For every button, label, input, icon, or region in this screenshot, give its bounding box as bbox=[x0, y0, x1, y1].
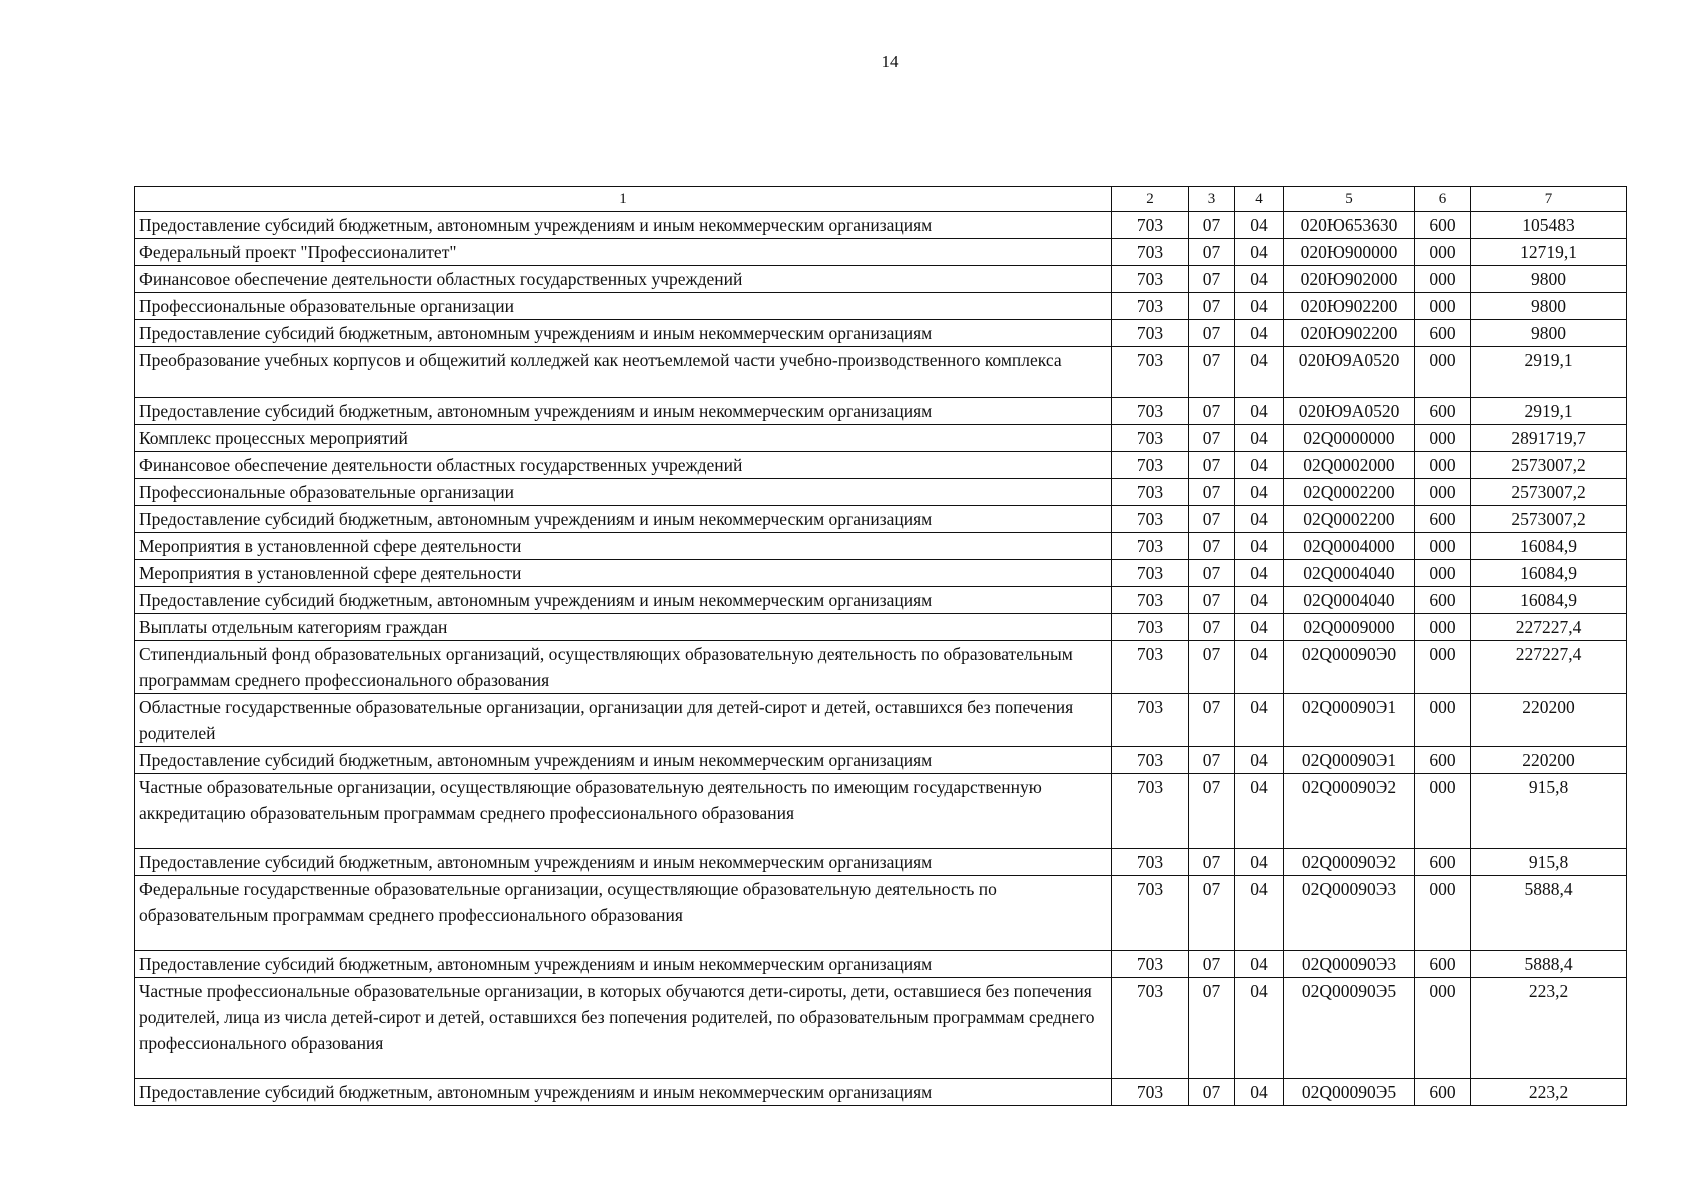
row-section-cell: 07 bbox=[1189, 1079, 1235, 1106]
row-subsection-cell: 04 bbox=[1235, 560, 1284, 587]
table-row bbox=[135, 774, 1627, 849]
row-code-cell: 703 bbox=[1112, 425, 1189, 452]
page-number: 14 bbox=[881, 52, 899, 71]
header-cell: 1 bbox=[135, 187, 1112, 212]
row-name-cell: Областные государственные образовательные организации, организации для детей-сирот и детей, оставшихся без попечения родителей bbox=[135, 694, 1112, 747]
row-section-cell: 07 bbox=[1189, 320, 1235, 347]
header-cell: 2 bbox=[1112, 187, 1189, 212]
row-code-cell: 703 bbox=[1112, 239, 1189, 266]
row-target-article-cell: 02Q00090Э1 bbox=[1284, 747, 1415, 774]
row-subsection-cell: 04 bbox=[1235, 212, 1284, 239]
row-expense-type-cell: 000 bbox=[1415, 876, 1471, 951]
row-code-cell: 703 bbox=[1112, 506, 1189, 533]
row-name-cell: Предоставление субсидий бюджетным, автономным учреждениям и иным некоммерческим организациям bbox=[135, 506, 1112, 533]
row-code-cell: 703 bbox=[1112, 347, 1189, 398]
row-expense-type-cell: 600 bbox=[1415, 506, 1471, 533]
row-amount-cell: 227227,4 bbox=[1471, 641, 1627, 694]
row-expense-type-cell: 000 bbox=[1415, 774, 1471, 849]
row-subsection-cell: 04 bbox=[1235, 398, 1284, 425]
row-section-cell: 07 bbox=[1189, 452, 1235, 479]
row-amount-cell: 9800 bbox=[1471, 293, 1627, 320]
row-target-article-cell: 02Q00090Э0 bbox=[1284, 641, 1415, 694]
row-amount-cell: 9800 bbox=[1471, 266, 1627, 293]
row-target-article-cell: 02Q0002200 bbox=[1284, 479, 1415, 506]
row-code-cell: 703 bbox=[1112, 849, 1189, 876]
row-expense-type-cell: 000 bbox=[1415, 239, 1471, 266]
row-target-article-cell: 020Ю902200 bbox=[1284, 320, 1415, 347]
row-subsection-cell: 04 bbox=[1235, 452, 1284, 479]
table-row bbox=[135, 694, 1627, 747]
row-name-cell: Предоставление субсидий бюджетным, автономным учреждениям и иным некоммерческим организациям bbox=[135, 1079, 1112, 1106]
table-row bbox=[135, 614, 1627, 641]
row-target-article-cell: 02Q00090Э2 bbox=[1284, 774, 1415, 849]
table-row bbox=[135, 347, 1627, 398]
row-code-cell: 703 bbox=[1112, 560, 1189, 587]
row-amount-cell: 16084,9 bbox=[1471, 560, 1627, 587]
table-row bbox=[135, 1079, 1627, 1106]
row-subsection-cell: 04 bbox=[1235, 266, 1284, 293]
table-row bbox=[135, 560, 1627, 587]
row-target-article-cell: 02Q0002000 bbox=[1284, 452, 1415, 479]
row-subsection-cell: 04 bbox=[1235, 978, 1284, 1079]
row-name-cell: Стипендиальный фонд образовательных организаций, осуществляющих образовательную деятельность по образовательным программам среднего профессионального образования bbox=[135, 641, 1112, 694]
table-row bbox=[135, 641, 1627, 694]
row-name-cell: Предоставление субсидий бюджетным, автономным учреждениям и иным некоммерческим организациям bbox=[135, 212, 1112, 239]
row-subsection-cell: 04 bbox=[1235, 694, 1284, 747]
row-name-cell: Преобразование учебных корпусов и общежитий колледжей как неотъемлемой части учебно-производственного комплекса bbox=[135, 347, 1112, 398]
row-name-cell: Мероприятия в установленной сфере деятельности bbox=[135, 560, 1112, 587]
header-cell: 4 bbox=[1235, 187, 1284, 212]
row-amount-cell: 2573007,2 bbox=[1471, 452, 1627, 479]
row-expense-type-cell: 000 bbox=[1415, 694, 1471, 747]
row-section-cell: 07 bbox=[1189, 425, 1235, 452]
row-name-cell: Федеральный проект "Профессионалитет" bbox=[135, 239, 1112, 266]
row-code-cell: 703 bbox=[1112, 320, 1189, 347]
row-amount-cell: 9800 bbox=[1471, 320, 1627, 347]
row-target-article-cell: 020Ю902000 bbox=[1284, 266, 1415, 293]
row-target-article-cell: 02Q00090Э3 bbox=[1284, 951, 1415, 978]
row-section-cell: 07 bbox=[1189, 694, 1235, 747]
row-amount-cell: 915,8 bbox=[1471, 849, 1627, 876]
budget-table bbox=[134, 186, 1627, 1106]
row-expense-type-cell: 000 bbox=[1415, 641, 1471, 694]
row-subsection-cell: 04 bbox=[1235, 849, 1284, 876]
row-expense-type-cell: 000 bbox=[1415, 266, 1471, 293]
row-section-cell: 07 bbox=[1189, 347, 1235, 398]
row-subsection-cell: 04 bbox=[1235, 747, 1284, 774]
row-expense-type-cell: 000 bbox=[1415, 614, 1471, 641]
row-section-cell: 07 bbox=[1189, 951, 1235, 978]
row-amount-cell: 12719,1 bbox=[1471, 239, 1627, 266]
row-expense-type-cell: 600 bbox=[1415, 398, 1471, 425]
row-target-article-cell: 02Q00090Э1 bbox=[1284, 694, 1415, 747]
row-target-article-cell: 02Q0004000 bbox=[1284, 533, 1415, 560]
header-cell: 5 bbox=[1284, 187, 1415, 212]
row-target-article-cell: 02Q0002200 bbox=[1284, 506, 1415, 533]
row-name-cell: Мероприятия в установленной сфере деятельности bbox=[135, 533, 1112, 560]
row-section-cell: 07 bbox=[1189, 978, 1235, 1079]
row-code-cell: 703 bbox=[1112, 587, 1189, 614]
row-code-cell: 703 bbox=[1112, 951, 1189, 978]
row-subsection-cell: 04 bbox=[1235, 533, 1284, 560]
row-subsection-cell: 04 bbox=[1235, 876, 1284, 951]
table-header-row bbox=[135, 187, 1627, 212]
row-target-article-cell: 02Q00090Э2 bbox=[1284, 849, 1415, 876]
row-name-cell: Предоставление субсидий бюджетным, автономным учреждениям и иным некоммерческим организациям bbox=[135, 587, 1112, 614]
row-name-cell: Частные профессиональные образовательные организации, в которых обучаются дети-сироты, дети, оставшиеся без попечения родителей, лица из числа детей-сирот и детей, оставшихся без попечения родителей, по образовательным программам среднего профессионального образования bbox=[135, 978, 1112, 1079]
table-row bbox=[135, 876, 1627, 951]
row-code-cell: 703 bbox=[1112, 452, 1189, 479]
row-amount-cell: 220200 bbox=[1471, 747, 1627, 774]
row-target-article-cell: 020Ю900000 bbox=[1284, 239, 1415, 266]
row-code-cell: 703 bbox=[1112, 398, 1189, 425]
row-target-article-cell: 020Ю9А0520 bbox=[1284, 398, 1415, 425]
table-row bbox=[135, 239, 1627, 266]
row-amount-cell: 2919,1 bbox=[1471, 347, 1627, 398]
row-section-cell: 07 bbox=[1189, 239, 1235, 266]
row-section-cell: 07 bbox=[1189, 212, 1235, 239]
row-name-cell: Предоставление субсидий бюджетным, автономным учреждениям и иным некоммерческим организациям bbox=[135, 747, 1112, 774]
row-name-cell: Профессиональные образовательные организации bbox=[135, 293, 1112, 320]
row-name-cell: Частные образовательные организации, осуществляющие образовательную деятельность по имеющим государственную аккредитацию образовательным программам среднего профессионального образования bbox=[135, 774, 1112, 849]
header-cell: 6 bbox=[1415, 187, 1471, 212]
row-amount-cell: 227227,4 bbox=[1471, 614, 1627, 641]
row-expense-type-cell: 000 bbox=[1415, 978, 1471, 1079]
row-code-cell: 703 bbox=[1112, 533, 1189, 560]
row-name-cell: Предоставление субсидий бюджетным, автономным учреждениям и иным некоммерческим организациям bbox=[135, 951, 1112, 978]
row-target-article-cell: 020Ю902200 bbox=[1284, 293, 1415, 320]
row-subsection-cell: 04 bbox=[1235, 506, 1284, 533]
table-row bbox=[135, 747, 1627, 774]
row-expense-type-cell: 600 bbox=[1415, 1079, 1471, 1106]
row-amount-cell: 2891719,7 bbox=[1471, 425, 1627, 452]
row-target-article-cell: 02Q0004040 bbox=[1284, 587, 1415, 614]
row-name-cell: Выплаты отдельным категориям граждан bbox=[135, 614, 1112, 641]
row-code-cell: 703 bbox=[1112, 747, 1189, 774]
row-expense-type-cell: 600 bbox=[1415, 212, 1471, 239]
row-expense-type-cell: 600 bbox=[1415, 849, 1471, 876]
row-subsection-cell: 04 bbox=[1235, 425, 1284, 452]
row-expense-type-cell: 000 bbox=[1415, 452, 1471, 479]
row-code-cell: 703 bbox=[1112, 774, 1189, 849]
row-expense-type-cell: 600 bbox=[1415, 587, 1471, 614]
row-expense-type-cell: 600 bbox=[1415, 747, 1471, 774]
row-target-article-cell: 02Q00090Э5 bbox=[1284, 978, 1415, 1079]
row-amount-cell: 220200 bbox=[1471, 694, 1627, 747]
table-row bbox=[135, 849, 1627, 876]
row-subsection-cell: 04 bbox=[1235, 1079, 1284, 1106]
row-subsection-cell: 04 bbox=[1235, 293, 1284, 320]
row-subsection-cell: 04 bbox=[1235, 320, 1284, 347]
row-section-cell: 07 bbox=[1189, 641, 1235, 694]
row-target-article-cell: 02Q0009000 bbox=[1284, 614, 1415, 641]
row-amount-cell: 2573007,2 bbox=[1471, 479, 1627, 506]
row-subsection-cell: 04 bbox=[1235, 587, 1284, 614]
table-row bbox=[135, 951, 1627, 978]
header-cell: 7 bbox=[1471, 187, 1627, 212]
row-amount-cell: 223,2 bbox=[1471, 978, 1627, 1079]
row-target-article-cell: 02Q00090Э3 bbox=[1284, 876, 1415, 951]
row-section-cell: 07 bbox=[1189, 560, 1235, 587]
row-section-cell: 07 bbox=[1189, 614, 1235, 641]
row-amount-cell: 105483 bbox=[1471, 212, 1627, 239]
row-expense-type-cell: 000 bbox=[1415, 347, 1471, 398]
row-code-cell: 703 bbox=[1112, 694, 1189, 747]
row-code-cell: 703 bbox=[1112, 293, 1189, 320]
row-code-cell: 703 bbox=[1112, 1079, 1189, 1106]
row-expense-type-cell: 000 bbox=[1415, 533, 1471, 560]
row-subsection-cell: 04 bbox=[1235, 641, 1284, 694]
row-subsection-cell: 04 bbox=[1235, 614, 1284, 641]
table-row bbox=[135, 425, 1627, 452]
row-expense-type-cell: 000 bbox=[1415, 425, 1471, 452]
row-target-article-cell: 020Ю9А0520 bbox=[1284, 347, 1415, 398]
row-name-cell: Предоставление субсидий бюджетным, автономным учреждениям и иным некоммерческим организациям bbox=[135, 398, 1112, 425]
row-target-article-cell: 02Q00090Э5 bbox=[1284, 1079, 1415, 1106]
row-code-cell: 703 bbox=[1112, 266, 1189, 293]
table-row bbox=[135, 479, 1627, 506]
row-section-cell: 07 bbox=[1189, 876, 1235, 951]
row-amount-cell: 223,2 bbox=[1471, 1079, 1627, 1106]
row-name-cell: Предоставление субсидий бюджетным, автономным учреждениям и иным некоммерческим организациям bbox=[135, 320, 1112, 347]
row-section-cell: 07 bbox=[1189, 533, 1235, 560]
row-section-cell: 07 bbox=[1189, 506, 1235, 533]
row-code-cell: 703 bbox=[1112, 978, 1189, 1079]
table-row bbox=[135, 978, 1627, 1079]
table-row bbox=[135, 533, 1627, 560]
row-amount-cell: 5888,4 bbox=[1471, 876, 1627, 951]
row-amount-cell: 5888,4 bbox=[1471, 951, 1627, 978]
row-target-article-cell: 020Ю653630 bbox=[1284, 212, 1415, 239]
row-code-cell: 703 bbox=[1112, 876, 1189, 951]
row-target-article-cell: 02Q0004040 bbox=[1284, 560, 1415, 587]
row-name-cell: Комплекс процессных мероприятий bbox=[135, 425, 1112, 452]
row-code-cell: 703 bbox=[1112, 641, 1189, 694]
row-code-cell: 703 bbox=[1112, 614, 1189, 641]
row-amount-cell: 2573007,2 bbox=[1471, 506, 1627, 533]
table-row bbox=[135, 452, 1627, 479]
row-subsection-cell: 04 bbox=[1235, 774, 1284, 849]
row-amount-cell: 915,8 bbox=[1471, 774, 1627, 849]
row-subsection-cell: 04 bbox=[1235, 479, 1284, 506]
table-row bbox=[135, 266, 1627, 293]
row-subsection-cell: 04 bbox=[1235, 951, 1284, 978]
row-amount-cell: 16084,9 bbox=[1471, 587, 1627, 614]
row-target-article-cell: 02Q0000000 bbox=[1284, 425, 1415, 452]
row-section-cell: 07 bbox=[1189, 293, 1235, 320]
row-section-cell: 07 bbox=[1189, 398, 1235, 425]
row-expense-type-cell: 000 bbox=[1415, 479, 1471, 506]
row-name-cell: Финансовое обеспечение деятельности областных государственных учреждений bbox=[135, 452, 1112, 479]
table-row bbox=[135, 320, 1627, 347]
table-row bbox=[135, 212, 1627, 239]
row-section-cell: 07 bbox=[1189, 849, 1235, 876]
row-name-cell: Федеральные государственные образовательные организации, осуществляющие образовательную деятельность по образовательным программам среднего профессионального образования bbox=[135, 876, 1112, 951]
table-row bbox=[135, 293, 1627, 320]
row-expense-type-cell: 000 bbox=[1415, 293, 1471, 320]
row-amount-cell: 16084,9 bbox=[1471, 533, 1627, 560]
table-row bbox=[135, 506, 1627, 533]
row-section-cell: 07 bbox=[1189, 587, 1235, 614]
row-code-cell: 703 bbox=[1112, 212, 1189, 239]
row-expense-type-cell: 600 bbox=[1415, 320, 1471, 347]
row-section-cell: 07 bbox=[1189, 774, 1235, 849]
table-row bbox=[135, 587, 1627, 614]
row-name-cell: Профессиональные образовательные организации bbox=[135, 479, 1112, 506]
row-name-cell: Предоставление субсидий бюджетным, автономным учреждениям и иным некоммерческим организациям bbox=[135, 849, 1112, 876]
row-amount-cell: 2919,1 bbox=[1471, 398, 1627, 425]
row-name-cell: Финансовое обеспечение деятельности областных государственных учреждений bbox=[135, 266, 1112, 293]
row-expense-type-cell: 000 bbox=[1415, 560, 1471, 587]
row-section-cell: 07 bbox=[1189, 747, 1235, 774]
header-cell: 3 bbox=[1189, 187, 1235, 212]
row-section-cell: 07 bbox=[1189, 479, 1235, 506]
row-code-cell: 703 bbox=[1112, 479, 1189, 506]
row-subsection-cell: 04 bbox=[1235, 347, 1284, 398]
table-row bbox=[135, 398, 1627, 425]
row-subsection-cell: 04 bbox=[1235, 239, 1284, 266]
row-expense-type-cell: 600 bbox=[1415, 951, 1471, 978]
row-section-cell: 07 bbox=[1189, 266, 1235, 293]
